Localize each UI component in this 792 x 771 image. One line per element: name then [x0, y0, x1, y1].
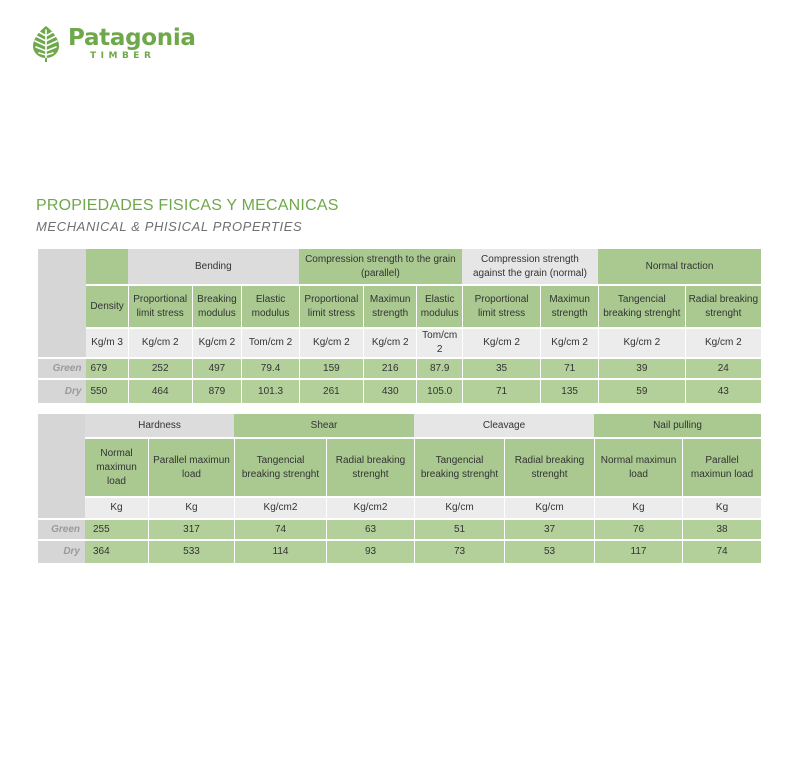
unit-cell: Kg/cm 2 [192, 327, 242, 357]
group-header: Compression strength to the grain (parallel) [299, 249, 462, 284]
data-cell: 252 [128, 357, 192, 378]
unit-cell: Kg/cm2 [234, 496, 326, 518]
data-cell: 159 [299, 357, 363, 378]
data-cell: 679 [86, 357, 127, 378]
column-header-row [38, 437, 761, 496]
group-header: Compression strength against the grain (normal) [462, 249, 598, 284]
data-cell: 93 [326, 539, 414, 563]
group-header: Normal traction [598, 249, 761, 284]
data-cell: 317 [148, 518, 234, 539]
group-header: Bending [128, 249, 299, 284]
brand-logo [30, 24, 196, 62]
unit-row [38, 327, 761, 357]
data-cell: 43 [685, 378, 761, 403]
unit-cell: Kg/m 3 [86, 327, 127, 357]
data-cell: 464 [128, 378, 192, 403]
hardness-shear-table [38, 414, 761, 563]
row-label: Green [38, 357, 86, 378]
data-cell: 71 [540, 357, 598, 378]
data-cell: 53 [504, 539, 594, 563]
data-cell: 879 [192, 378, 242, 403]
table-row [38, 378, 761, 403]
data-cell: 550 [86, 378, 127, 403]
data-cell: 533 [148, 539, 234, 563]
group-header-row [38, 414, 761, 437]
group-header: Nail pulling [594, 414, 761, 437]
data-cell: 76 [594, 518, 682, 539]
data-cell: 24 [685, 357, 761, 378]
data-cell: 430 [363, 378, 417, 403]
data-cell: 51 [414, 518, 504, 539]
data-cell: 74 [234, 518, 326, 539]
column-header: Radial breaking strenght [685, 284, 761, 327]
unit-cell: Kg [148, 496, 234, 518]
data-cell: 255 [85, 518, 148, 539]
data-cell: 71 [462, 378, 540, 403]
data-cell: 216 [363, 357, 417, 378]
column-header: Proportional limit stress [462, 284, 540, 327]
data-cell: 63 [326, 518, 414, 539]
data-cell: 105.0 [416, 378, 461, 403]
column-header: Elastic modulus [241, 284, 299, 327]
column-header: Radial breaking strenght [326, 437, 414, 496]
column-header: Normal maximun load [594, 437, 682, 496]
column-header: Parallel maximun load [148, 437, 234, 496]
density-group-cell [86, 249, 127, 284]
unit-cell: Kg/cm 2 [540, 327, 598, 357]
data-cell: 79.4 [241, 357, 299, 378]
row-label: Green [38, 518, 85, 539]
table-row [38, 539, 761, 563]
data-cell: 497 [192, 357, 242, 378]
data-cell: 59 [598, 378, 685, 403]
unit-cell: Kg [682, 496, 761, 518]
column-header: Tangencial breaking strenght [598, 284, 685, 327]
column-header: Proportional limit stress [299, 284, 363, 327]
data-cell: 364 [85, 539, 148, 563]
page-subtitle: MECHANICAL & PHISICAL PROPERTIES [36, 219, 303, 234]
data-cell: 114 [234, 539, 326, 563]
mechanical-properties-table [38, 249, 761, 403]
data-cell: 74 [682, 539, 761, 563]
unit-cell: Kg/cm 2 [685, 327, 761, 357]
table-row [38, 518, 761, 539]
corner-cell [38, 414, 85, 518]
data-cell: 135 [540, 378, 598, 403]
leaf-icon [30, 24, 62, 62]
data-cell: 37 [504, 518, 594, 539]
data-cell: 73 [414, 539, 504, 563]
brand-name: Patagonia [68, 24, 196, 51]
unit-cell: Kg/cm 2 [598, 327, 685, 357]
group-header: Shear [234, 414, 414, 437]
unit-cell: Kg/cm [504, 496, 594, 518]
page-title: PROPIEDADES FISICAS Y MECANICAS [36, 197, 339, 214]
data-cell: 101.3 [241, 378, 299, 403]
column-header: Parallel maximun load [682, 437, 761, 496]
unit-cell: Kg/cm2 [326, 496, 414, 518]
unit-cell: Kg/cm 2 [299, 327, 363, 357]
column-header: Elastic modulus [416, 284, 461, 327]
data-cell: 38 [682, 518, 761, 539]
unit-cell: Tom/cm 2 [416, 327, 461, 357]
unit-cell: Kg [594, 496, 682, 518]
unit-cell: Kg [85, 496, 148, 518]
column-header: Proportional limit stress [128, 284, 192, 327]
unit-cell: Kg/cm 2 [462, 327, 540, 357]
column-header: Breaking modulus [192, 284, 242, 327]
table-row [38, 357, 761, 378]
row-label: Dry [38, 378, 86, 403]
column-header: Density [86, 284, 127, 327]
unit-cell: Kg/cm [414, 496, 504, 518]
corner-cell [38, 249, 86, 357]
group-header-row [38, 249, 761, 284]
data-cell: 35 [462, 357, 540, 378]
group-header: Hardness [85, 414, 234, 437]
column-header: Maximun strength [540, 284, 598, 327]
unit-cell: Kg/cm 2 [128, 327, 192, 357]
group-header: Cleavage [414, 414, 594, 437]
column-header: Tangencial breaking strenght [414, 437, 504, 496]
column-header: Normal maximun load [85, 437, 148, 496]
data-cell: 261 [299, 378, 363, 403]
unit-cell: Tom/cm 2 [241, 327, 299, 357]
column-header: Tangencial breaking strenght [234, 437, 326, 496]
data-cell: 117 [594, 539, 682, 563]
brand-sub: TIMBER [90, 50, 156, 61]
column-header: Radial breaking strenght [504, 437, 594, 496]
row-label: Dry [38, 539, 85, 563]
unit-cell: Kg/cm 2 [363, 327, 417, 357]
column-header-row [38, 284, 761, 327]
column-header: Maximun strength [363, 284, 417, 327]
data-cell: 39 [598, 357, 685, 378]
data-cell: 87.9 [416, 357, 461, 378]
unit-row [38, 496, 761, 518]
